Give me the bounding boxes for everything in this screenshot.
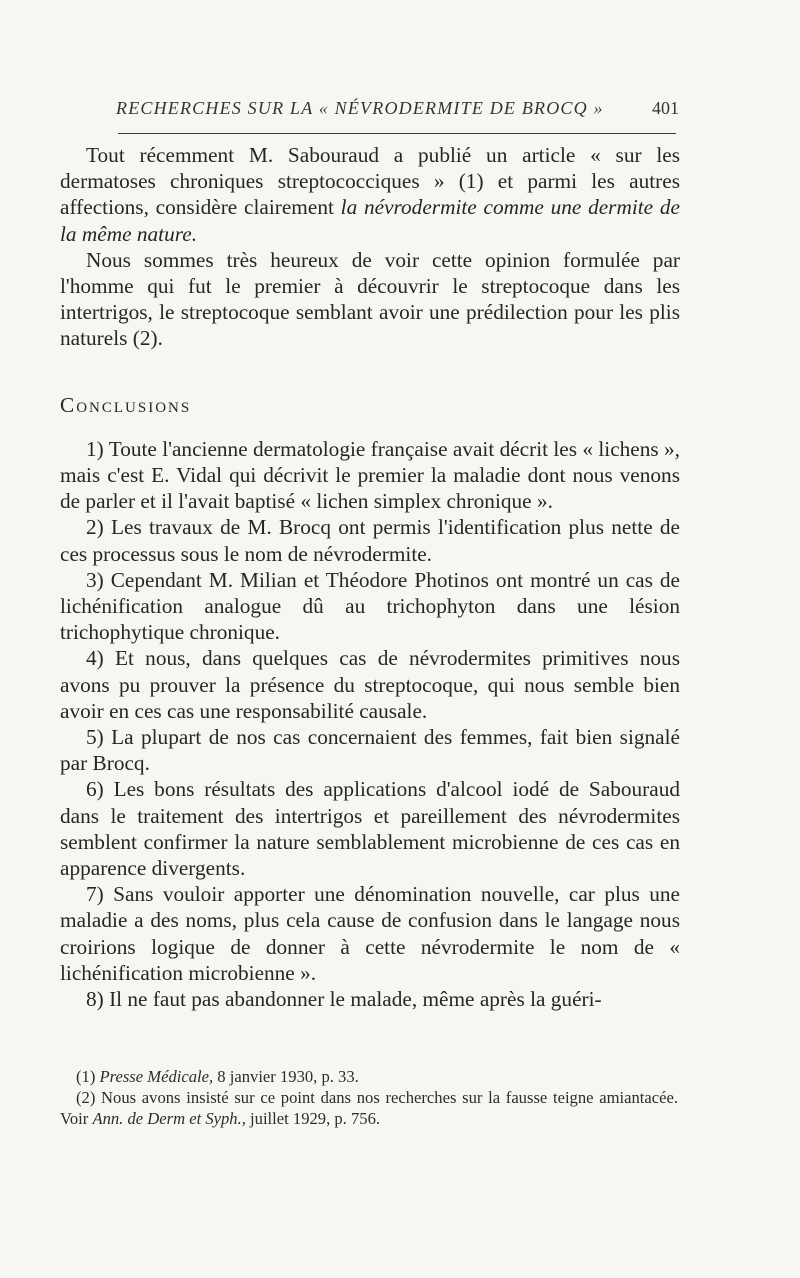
page-number: 401 [652, 98, 679, 118]
paragraph-opinion: Nous sommes très heureux de voir cette opinion formulée par l'homme qui fut le premier à découvrir le streptocoque dans les intertrigos, le streptocoque semblant avoir une prédilection pour les plis naturels (2). [60, 247, 680, 351]
conclusion-item-7: 7) Sans vouloir apporter une dénomination nouvelle, car plus une maladie a des noms, plus cela cause de confusion dans le langage nous croirions logique de donner à cette névrodermite le nom de « lichénification microbienne ». [60, 882, 680, 985]
paragraph-sabouraud-text: Tout récemment M. Sabouraud a publié un article « sur les dermatoses chroniques streptococciques » (1) et parmi les autres affections, considère clairement [60, 143, 680, 220]
footnote-1 [60, 1066, 678, 1087]
footnote-2-source: Ann. de Derm et Syph., [92, 1109, 246, 1128]
conclusion-item-4: 4) Et nous, dans quelques cas de névrodermites primitives nous avons pu prouver la présence du streptocoque, qui nous semble bien avoir en ces cas une responsabilité causale. [60, 646, 680, 723]
footnote-1-rest: 8 janvier 1930, p. 33. [213, 1067, 359, 1086]
footnote-1-source: Presse Médicale, [99, 1067, 214, 1086]
conclusion-item-5: 5) La plupart de nos cas concernaient des femmes, fait bien signalé par Brocq. [60, 725, 680, 776]
conclusion-item-6: 6) Les bons résultats des applications d'alcool iodé de Sabouraud dans le traitement des intertrigos et pareillement des névrodermites semblent confirmer la nature semblablement microbienne de ces cas en apparence divergents. [60, 777, 680, 881]
footnote-2-rest: juillet 1929, p. 756. [245, 1109, 381, 1128]
running-title: RECHERCHES SUR LA « NÉVRODERMITE DE BROCQ » [116, 98, 604, 118]
conclusion-item-1: 1) Toute l'ancienne dermatologie française avait décrit les « lichens », mais c'est E. Vidal qui décrivit le premier la maladie dont nous venons de parler et il l'avait baptisé « lichen simplex chronique ». [60, 436, 680, 514]
paragraph-sabouraud [60, 142, 680, 247]
footnote-2 [60, 1087, 678, 1129]
paragraph-sabouraud-italic: la névrodermite comme une dermite de la même nature. [60, 195, 680, 246]
conclusion-item-2: 2) Les travaux de M. Brocq ont permis l'identification plus nette de ces processus sous le nom de névrodermite. [60, 515, 680, 566]
footnote-1-number: (1) [76, 1067, 100, 1086]
footnotes [60, 1066, 678, 1129]
main-text [60, 142, 680, 1012]
header-rule [118, 133, 676, 134]
conclusion-item-3: 3) Cependant M. Milian et Théodore Photinos ont montré un cas de lichénification analogue dû au trichophyton dans une lésion trichophytique chronique. [60, 567, 680, 645]
footnote-2-text: (2) Nous avons insisté sur ce point dans nos recherches sur la fausse teigne amiantacée. Voir [60, 1088, 678, 1128]
conclusions-heading: Conclusions [60, 392, 192, 417]
conclusion-item-8: 8) Il ne faut pas abandonner le malade, même après la guéri- [86, 987, 602, 1012]
